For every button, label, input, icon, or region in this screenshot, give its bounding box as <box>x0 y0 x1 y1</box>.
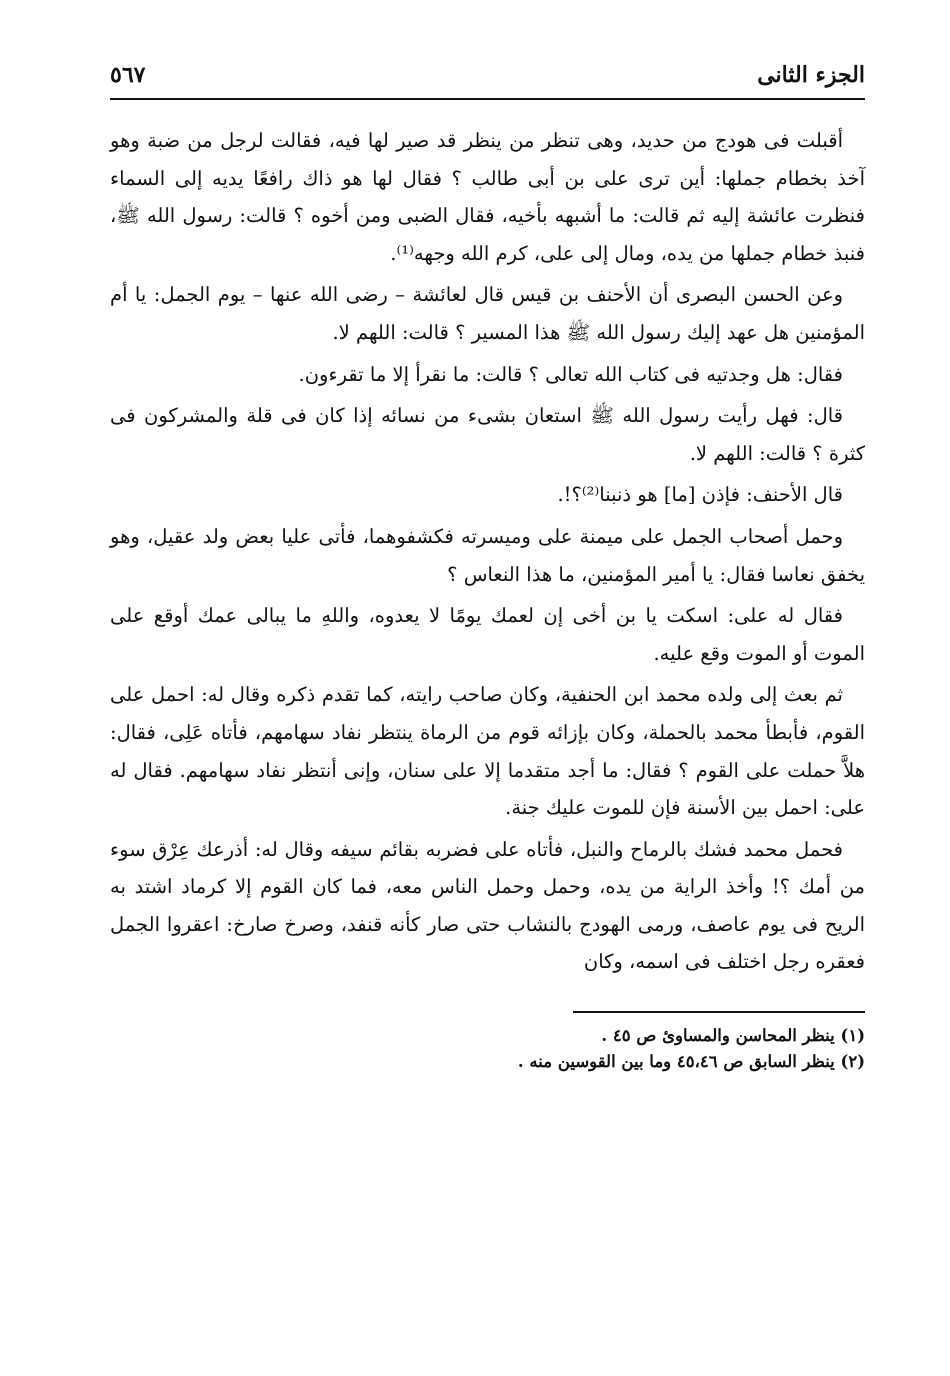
page-number: ٥٦٧ <box>110 62 146 88</box>
footnote: (٢) ينظر السابق ص ٤٥،٤٦ وما بين القوسين منه . <box>517 1052 865 1072</box>
paragraph: قال الأحنف: فإذن [ما] هو ذنبنا⁽²⁾؟!. <box>557 483 843 507</box>
section-title: الجزء الثانى <box>757 62 865 88</box>
paragraph: فقال له على: اسكت يا بن أخى إن لعمك يومًا لا يعدوه، واللهِ ما يبالى عمك أوقع على الموت أو الموت وقع عليه. <box>110 604 865 665</box>
page-header <box>110 58 865 100</box>
footnote: (١) ينظر المحاسن والمساوئ ص ٤٥ . <box>601 1026 865 1046</box>
paragraph: وحمل أصحاب الجمل على ميمنة على وميسرته فكشفوهما، فأتى عليا بعض ولد عقيل، وهو يخفق نعاسا فقال: يا أمير المؤمنين، ما هذا النعاس ؟ <box>110 524 865 586</box>
main-text <box>110 122 865 981</box>
book-page <box>110 58 865 1318</box>
paragraph: قال: فهل رأيت رسول الله ﷺ استعان بشىء من نسائه إذا كان فى قلة والمشركون فى كثرة ؟ قالت: اللهم لا. <box>110 404 865 465</box>
paragraph: فحمل محمد فشك بالرماح والنبل، فأتاه على فضربه بقائم سيفه وقال له: أذرعك عِرْق سوء من أمك ؟! وأخذ الراية من يده، وحمل وحمل الناس معه، فما كان القوم إلا كرماد اشتد به الريح فى يوم عاصف، ورمى الهودج بالنشاب حتى صار كأنه قنفد، وصرخ صارخ: اعقروا الجمل فعقره رجل اختلف فى اسمه، وكان <box>110 837 865 974</box>
footnotes <box>110 1023 865 1075</box>
paragraph: أقبلت فى هودج من حديد، وهى تنظر من ينظر قد صير لها فيه، فقالت لرجل من ضبة وهو آخذ بخطام جملها: أين ترى على بن أبى طالب ؟ فقال لها هو ذاك رافعًا يديه إلى السماء فنظرت عائشة إليه ثم قالت: ما أشبهه بأخيه، فقال الضبى ومن أخوه ؟ قالت: رسول الله ﷺ، فنبذ خطام جملها من يده، ومال إلى على، كرم الله وجهه⁽¹⁾. <box>110 129 865 265</box>
footnote-divider <box>573 1011 865 1013</box>
paragraph: فقال: هل وجدتيه فى كتاب الله تعالى ؟ قالت: ما نقرأ إلا ما تقرءون. <box>298 362 843 386</box>
paragraph: وعن الحسن البصرى أن الأحنف بن قيس قال لعائشة – رضى الله عنها – يوم الجمل: يا أم المؤمنين هل عهد إليك رسول الله ﷺ هذا المسير ؟ قالت: اللهم لا. <box>110 283 865 344</box>
paragraph: ثم بعث إلى ولده محمد ابن الحنفية، وكان صاحب رايته، كما تقدم ذكره وقال له: احمل على القوم، فأبطأ محمد بالحملة، وكان بإزائه قوم من الرماة ينتظر نفاد سهامهم، فأتاه عَلِى، فقال: هلاَّ حملت على القوم ؟ فقال: ما أجد متقدما إلا على سنان، وإنى أنتظر نفاد سهامهم. فقال له على: احمل بين الأسنة فإن للموت عليك جنة. <box>110 683 865 820</box>
